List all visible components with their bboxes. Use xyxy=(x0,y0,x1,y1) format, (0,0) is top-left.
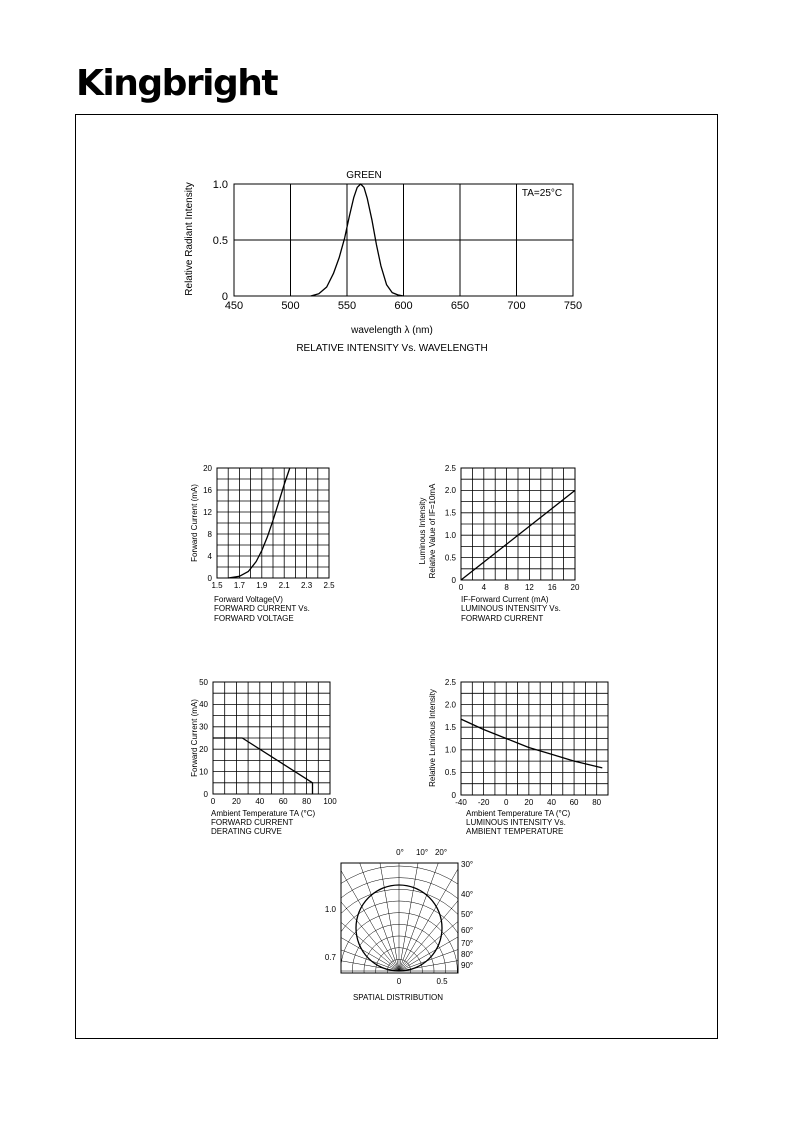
spatial-radial-label: 0.7 xyxy=(324,953,336,962)
spatial-ray xyxy=(399,848,502,971)
iv-xtick-label: 2.5 xyxy=(323,581,335,590)
spectrum-ytick-label: 0 xyxy=(221,290,228,303)
li-xtick-label: 4 xyxy=(481,583,487,592)
li-grid xyxy=(461,468,575,580)
li-ytick-label: 2.0 xyxy=(444,486,456,496)
derating-xlabel: Ambient Temperature TA (°C) xyxy=(211,809,316,818)
temp-ylabel: Relative Luminous Intensity xyxy=(428,689,437,787)
iv-ylabel: Forward Current (mA) xyxy=(190,484,199,562)
li-title-line2: FORWARD CURRENT xyxy=(461,614,544,623)
derating-xtick-label: 40 xyxy=(255,797,265,806)
temp-xtick-label: -20 xyxy=(477,798,490,807)
li-xtick-label: 0 xyxy=(458,583,464,592)
derating-ytick-label: 30 xyxy=(199,722,208,732)
temp-xtick-label: 80 xyxy=(592,798,602,807)
spatial-chart xyxy=(310,840,490,1010)
spectrum-xlabel: wavelength λ (nm) xyxy=(351,325,433,336)
iv-grid xyxy=(217,468,329,578)
spectrum-ylabel: Relative Radiant Intensity xyxy=(184,182,195,296)
li-ytick-label: 2.5 xyxy=(444,463,456,473)
iv-ytick-label: 0 xyxy=(207,573,212,583)
temp-title-line2: AMBIENT TEMPERATURE xyxy=(466,827,564,836)
iv-chart xyxy=(186,462,346,628)
li-ylabel-line2: Relative Value of IF=10mA xyxy=(428,483,437,579)
derating-ytick-label: 0 xyxy=(203,789,208,799)
temp-grid xyxy=(461,682,608,795)
derating-ytick-label: 40 xyxy=(199,700,208,710)
spatial-angle-label: 10° xyxy=(415,848,429,857)
derating-title-line1: FORWARD CURRENT xyxy=(211,818,294,827)
spectrum-ytick-label: 0.5 xyxy=(212,234,228,247)
spectrum-xtick-label: 750 xyxy=(563,300,583,312)
temp-xtick-label: 60 xyxy=(569,798,579,807)
spatial-angle-label: 0° xyxy=(396,848,404,857)
derating-xtick-label: 20 xyxy=(231,797,241,806)
spectrum-chart xyxy=(180,160,600,360)
li-ytick-label: 1.5 xyxy=(444,508,456,518)
spectrum-xtick-label: 450 xyxy=(224,300,244,312)
derating-chart xyxy=(186,676,346,842)
derating-xtick-label: 60 xyxy=(278,797,288,806)
li-title-line1: LUMINOUS INTENSITY Vs. xyxy=(461,604,561,613)
iv-ytick-label: 16 xyxy=(203,485,212,495)
derating-marks xyxy=(199,678,337,806)
iv-xlabel: Forward Voltage(V) xyxy=(214,595,283,604)
li-xlabel: IF-Forward Current (mA) xyxy=(461,595,549,604)
derating-xtick-label: 0 xyxy=(210,797,216,806)
iv-xtick-label: 1.5 xyxy=(211,581,223,590)
spectrum-series-label: GREEN xyxy=(346,170,382,181)
spatial-angle-label: 20° xyxy=(434,848,448,857)
temp-xtick-label: 40 xyxy=(547,798,556,807)
li-xtick-label: 20 xyxy=(570,583,580,592)
iv-xtick-label: 1.9 xyxy=(256,581,268,590)
li-marks xyxy=(445,464,580,592)
temp-ytick-label: 0.5 xyxy=(444,768,456,778)
spatial-angle-label: 40° xyxy=(461,890,474,899)
spatial-angle-label: 90° xyxy=(461,961,474,970)
iv-ytick-label: 8 xyxy=(207,529,212,539)
li-chart xyxy=(414,462,594,628)
spectrum-xtick-label: 650 xyxy=(450,300,470,312)
iv-ytick-label: 12 xyxy=(203,507,212,517)
iv-xtick-label: 2.3 xyxy=(301,581,313,590)
temp-marks xyxy=(445,678,602,807)
li-xtick-label: 8 xyxy=(504,583,509,592)
derating-ytick-label: 20 xyxy=(199,745,208,754)
iv-xtick-label: 2.1 xyxy=(278,581,290,590)
temp-ytick-label: 2.5 xyxy=(444,677,456,687)
temp-ytick-label: 1.0 xyxy=(444,745,456,755)
iv-ytick-label: 20 xyxy=(203,463,212,473)
li-ytick-label: 1.0 xyxy=(444,531,456,540)
spatial-title: SPATIAL DISTRIBUTION xyxy=(352,993,444,1002)
temp-ytick-label: 0 xyxy=(451,790,456,800)
spectrum-ytick-label: 1.0 xyxy=(212,178,228,191)
temp-series-line xyxy=(461,719,602,768)
derating-xtick-label: 100 xyxy=(323,797,337,806)
spatial-angle-label: 70° xyxy=(461,939,474,948)
temp-xlabel: Ambient Temperature TA (°C) xyxy=(466,809,571,818)
derating-ylabel: Forward Current (mA) xyxy=(190,699,199,777)
iv-xtick-label: 1.7 xyxy=(233,581,245,590)
temp-ytick-label: 2.0 xyxy=(444,700,456,710)
spatial-ray xyxy=(296,848,399,971)
spatial-radial-label: 0.5 xyxy=(436,977,448,986)
spectrum-grid xyxy=(234,184,573,296)
iv-marks xyxy=(203,464,335,590)
derating-xtick-label: 80 xyxy=(302,797,312,806)
derating-ytick-label: 10 xyxy=(199,767,208,777)
li-ylabel-line1: Luminous Intensity xyxy=(418,497,427,565)
iv-title-line1: FORWARD CURRENT Vs. xyxy=(214,604,310,613)
spatial-ray xyxy=(344,821,399,971)
spectrum-xtick-label: 600 xyxy=(394,300,413,312)
iv-title-line2: FORWARD VOLTAGE xyxy=(214,614,294,623)
spatial-radial-label: 0 xyxy=(396,977,402,986)
spectrum-title: RELATIVE INTENSITY Vs. WAVELENGTH xyxy=(296,343,488,354)
derating-title-line2: DERATING CURVE xyxy=(211,827,282,836)
derating-series-line xyxy=(213,738,313,794)
temp-xtick-label: 20 xyxy=(524,798,534,807)
temp-ytick-label: 1.5 xyxy=(444,723,456,732)
li-ytick-label: 0 xyxy=(451,575,456,585)
spatial-angle-label: 50° xyxy=(461,910,474,919)
temp-title-line1: LUMINOUS INTENSITY Vs. xyxy=(466,818,566,827)
spectrum-xtick-label: 550 xyxy=(337,300,357,312)
spectrum-xtick-label: 700 xyxy=(507,300,526,312)
spectrum-xtick-label: 500 xyxy=(281,300,300,312)
spatial-angle-label: 60° xyxy=(461,926,474,935)
li-xtick-label: 16 xyxy=(547,583,557,592)
temp-xtick-label: -40 xyxy=(455,798,467,807)
spatial-radial-label: 1.0 xyxy=(324,905,336,914)
spectrum-annotation: TA=25°C xyxy=(521,188,563,199)
temp-chart xyxy=(424,676,614,842)
li-ytick-label: 0.5 xyxy=(444,553,456,563)
spatial-ray xyxy=(399,821,454,971)
temp-xtick-label: 0 xyxy=(504,798,509,807)
derating-ytick-label: 50 xyxy=(199,677,208,687)
spatial-angle-label: 30° xyxy=(461,860,474,869)
kingbright-logo: Kingbright xyxy=(76,63,278,104)
li-xtick-label: 12 xyxy=(524,583,534,592)
spatial-angle-label: 80° xyxy=(461,950,474,959)
iv-ytick-label: 4 xyxy=(207,551,212,561)
